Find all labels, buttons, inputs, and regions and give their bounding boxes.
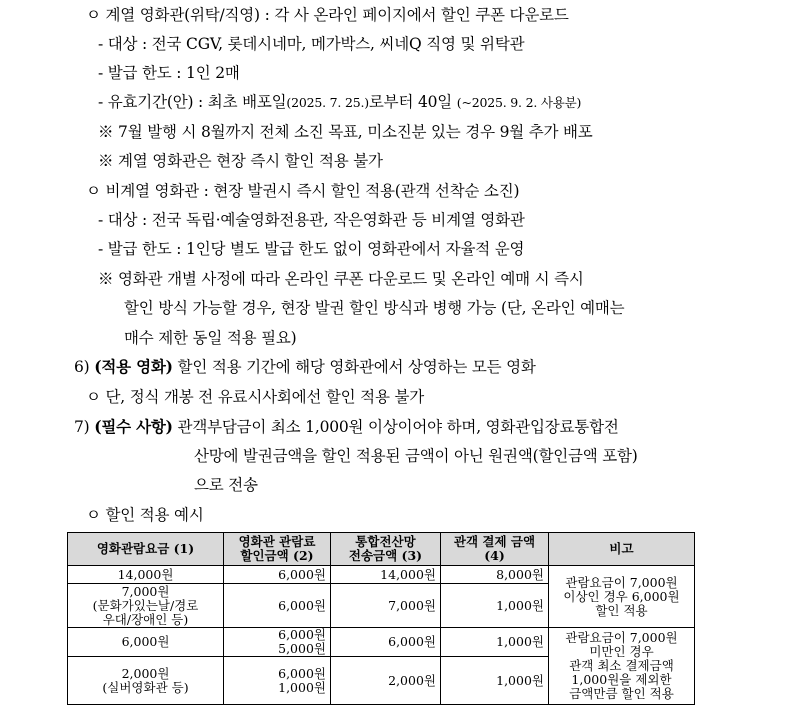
- non-affiliated-target: - 대상 : 전국 독립·예술영화전용관, 작은영화관 등 비계열 영화관: [98, 211, 525, 229]
- section-required-cont: 산망에 발권금액을 할인 적용된 금액이 아닌 원권액(할인금액 포함): [194, 447, 638, 465]
- header-paid-amount: 관객 결제 금액 (4): [441, 533, 549, 566]
- note-online-coupon-end: 매수 제한 동일 적용 필요): [124, 329, 297, 347]
- section-required-end: 으로 전송: [194, 476, 258, 494]
- table-row: 14,000원 6,000원 14,000원 8,000원 관람요금이 7,000원 이상인 경우 6,000원 할인 적용: [68, 566, 695, 584]
- header-fee: 영화관람요금 (1): [68, 533, 224, 566]
- affiliated-validity: - 유효기간(안) : 최초 배포일(2025. 7. 25.)로부터 40일 (~2025. 9. 2. 사용분): [98, 93, 582, 111]
- affiliated-target: - 대상 : 전국 CGV, 롯데시네마, 메가박스, 씨네Q 직영 및 위탁관: [98, 35, 525, 53]
- note-august-target: ※ 7월 발행 시 8월까지 전체 소진 목표, 미소진분 있는 경우 9월 추가 배포: [98, 123, 593, 141]
- note-no-onsite-discount: ※ 계열 영화관은 현장 즉시 할인 적용 불가: [98, 152, 383, 170]
- note-online-coupon: ※ 영화관 개별 사정에 따라 온라인 쿠폰 다운로드 및 온라인 예매 시 즉시: [98, 270, 584, 288]
- table-row: 2,000원 (실버영화관 등) 6,000원 1,000원 2,000원 1,000원: [68, 657, 695, 705]
- header-note: 비고: [549, 533, 695, 566]
- note-cell-1: 관람요금이 7,000원 이상인 경우 6,000원 할인 적용: [549, 566, 695, 628]
- note-online-coupon-cont: 할인 방식 가능할 경우, 현장 발권 할인 방식과 병행 가능 (단, 온라인 예매는: [124, 299, 625, 317]
- bullet-preview-exception: ㅇ 단, 정식 개봉 전 유료시사회에선 할인 적용 불가: [86, 388, 425, 406]
- bullet-non-affiliated-theaters: ㅇ 비계열 영화관 : 현장 발권시 즉시 할인 적용(관객 선착순 소진): [86, 182, 520, 200]
- header-discount: 영화관 관람료 할인금액 (2): [224, 533, 331, 566]
- affiliated-limit: - 발급 한도 : 1인 2매: [98, 64, 240, 82]
- note-cell-2: 관람요금이 7,000원 미만인 경우 관객 최소 결제금액 1,000원을 제외한 금액만큼 할인 적용: [549, 628, 695, 705]
- bullet-affiliated-theaters: ㅇ 계열 영화관(위탁/직영) : 각 사 온라인 페이지에서 할인 쿠폰 다운로드: [86, 6, 569, 24]
- bullet-discount-examples: ㅇ 할인 적용 예시: [86, 506, 204, 524]
- table-header-row: [68, 533, 695, 566]
- table-row: 7,000원 (문화가있는날/경로 우대/장애인 등) 6,000원 7,000원 1,000원: [68, 584, 695, 628]
- section-required: 7) (필수 사항) 관객부담금이 최소 1,000원 이상이어야 하며, 영화관입장료통합전: [74, 417, 619, 436]
- header-sent-amount: 통합전산망 전송금액 (3): [331, 533, 441, 566]
- section-applicable-films: 6) (적용 영화) 할인 적용 기간에 해당 영화관에서 상영하는 모든 영화: [74, 357, 536, 376]
- non-affiliated-limit: - 발급 한도 : 1인당 별도 발급 한도 없이 영화관에서 자율적 운영: [98, 240, 525, 258]
- discount-example-table: [67, 532, 695, 705]
- table-row: 6,000원 6,000원 5,000원 6,000원 1,000원 관람요금이 7,000원 미만인 경우 관객 최소 결제금액 1,000원을 제외한 금액만큼 할인 적용: [68, 628, 695, 657]
